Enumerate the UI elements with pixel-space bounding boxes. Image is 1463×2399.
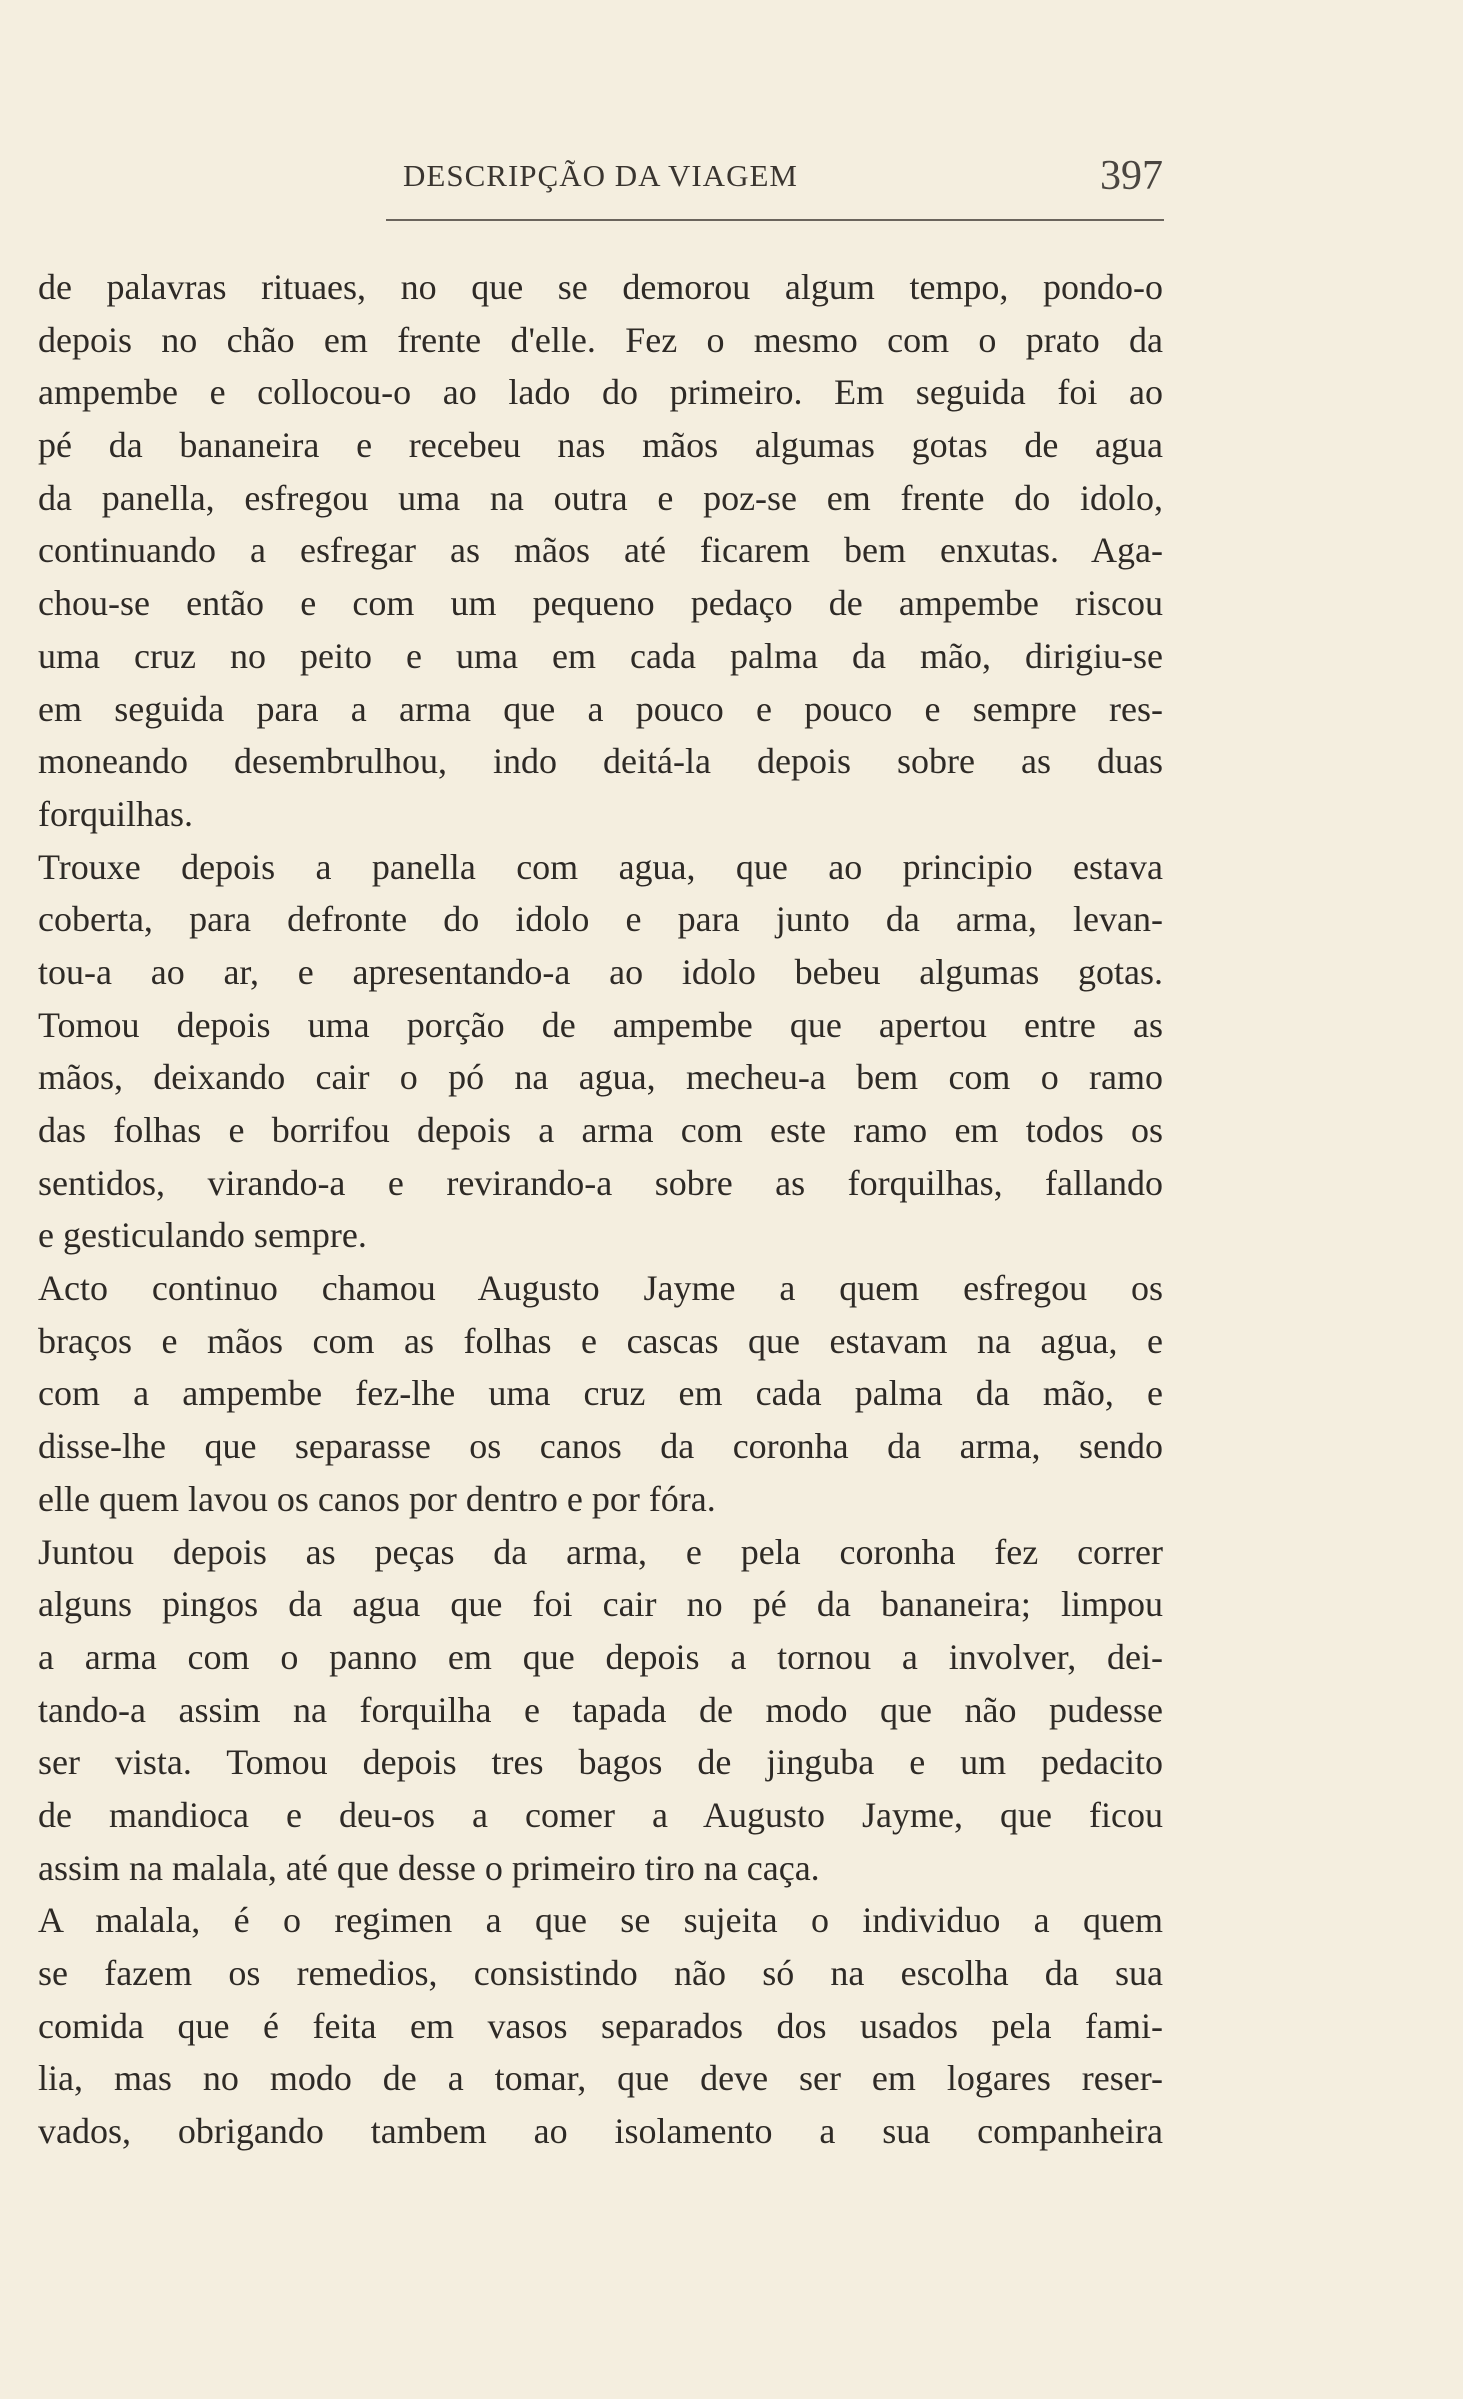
text-line: lia, mas no modo de a tomar, que deve ser em logares reser-	[38, 2058, 1163, 2099]
text-line: ser vista. Tomou depois tres bagos de jinguba e um pedacito	[38, 1742, 1163, 1783]
text-line: e gesticulando sempre.	[38, 1215, 367, 1256]
text-line: mãos, deixando cair o pó na agua, mecheu-a bem com o ramo	[38, 1057, 1163, 1098]
text-line: sentidos, virando-a e revirando-a sobre as forquilhas, fallando	[38, 1162, 1163, 1203]
text-line: chou-se então e com um pequeno pedaço de ampembe riscou	[38, 583, 1163, 624]
page-number: 397	[1100, 153, 1163, 199]
running-title: DESCRIPÇÃO DA VIAGEM	[403, 158, 798, 193]
text-line: a arma com o panno em que depois a tornou a involver, dei-	[38, 1636, 1163, 1677]
text-line: depois no chão em frente d'elle. Fez o mesmo com o prato da	[38, 319, 1163, 360]
text-line: vados, obrigando tambem ao isolamento a sua companheira	[38, 2111, 1163, 2152]
text-line: A malala, é o regimen a que se sujeita o individuo a quem	[38, 1900, 1163, 1941]
text-line: de palavras rituaes, no que se demorou algum tempo, pondo-o	[38, 267, 1163, 307]
text-line: assim na malala, até que desse o primeiro tiro na caça.	[38, 1847, 820, 1888]
text-line: alguns pingos da agua que foi cair no pé da bananeira; limpou	[38, 1584, 1163, 1625]
text-line: elle quem lavou os canos por dentro e por fóra.	[38, 1478, 716, 1519]
text-line: braços e mãos com as folhas e cascas que estavam na agua, e	[38, 1320, 1163, 1361]
text-line: em seguida para a arma que a pouco e pouco e sempre res-	[38, 688, 1163, 729]
text-line: coberta, para defronte do idolo e para junto da arma, levan-	[38, 899, 1163, 940]
text-line: de mandioca e deu-os a comer a Augusto Jayme, que ficou	[38, 1794, 1163, 1835]
text-line: pé da bananeira e recebeu nas mãos algumas gotas de agua	[38, 425, 1163, 466]
text-line: tando-a assim na forquilha e tapada de modo que não pudesse	[38, 1689, 1163, 1730]
text-line: forquilhas.	[38, 793, 193, 834]
text-line: da panella, esfregou uma na outra e poz-se em frente do idolo,	[38, 477, 1163, 518]
body-text	[38, 261, 1163, 2158]
text-line: disse-lhe que separasse os canos da coronha da arma, sendo	[38, 1426, 1163, 1467]
text-line: ampembe e collocou-o ao lado do primeiro. Em seguida foi ao	[38, 372, 1163, 413]
running-header	[38, 152, 1163, 212]
text-line: moneando desembrulhou, indo deitá-la depois sobre as duas	[38, 741, 1163, 782]
text-line: uma cruz no peito e uma em cada palma da mão, dirigiu-se	[38, 635, 1163, 676]
text-line: Acto continuo chamou Augusto Jayme a quem esfregou os	[38, 1268, 1163, 1309]
text-line: das folhas e borrifou depois a arma com este ramo em todos os	[38, 1110, 1163, 1150]
text-line: tou-a ao ar, e apresentando-a ao idolo bebeu algumas gotas.	[38, 951, 1163, 992]
text-line: se fazem os remedios, consistindo não só na escolha da sua	[38, 1953, 1163, 1993]
text-line: continuando a esfregar as mãos até ficarem bem enxutas. Aga-	[38, 530, 1163, 571]
text-line: comida que é feita em vasos separados dos usados pela fami-	[38, 2005, 1163, 2046]
text-line: Tomou depois uma porção de ampembe que apertou entre as	[38, 1004, 1163, 1045]
header-rule	[386, 219, 1164, 221]
text-line: Juntou depois as peças da arma, e pela coronha fez correr	[38, 1531, 1163, 1572]
text-line: com a ampembe fez-lhe uma cruz em cada palma da mão, e	[38, 1373, 1163, 1414]
text-line: Trouxe depois a panella com agua, que ao principio estava	[38, 846, 1163, 887]
